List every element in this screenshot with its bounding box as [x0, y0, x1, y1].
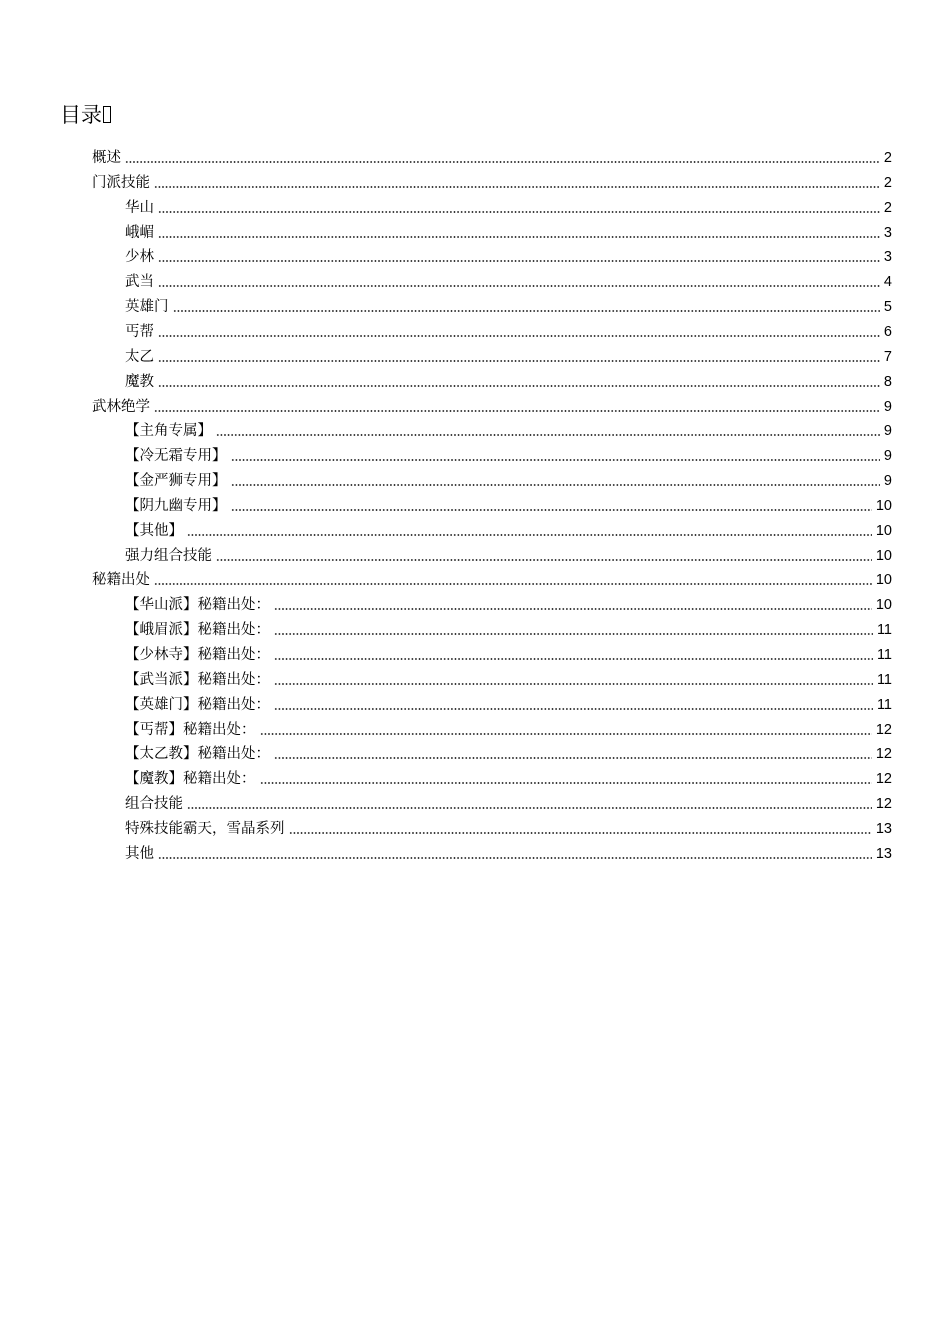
toc-entry[interactable]	[125, 295, 892, 320]
toc-entry-page-number: 11	[876, 696, 892, 713]
dot-leader	[158, 211, 880, 213]
toc-entry[interactable]	[125, 742, 892, 767]
toc-entry-page-number: 9	[883, 423, 892, 440]
toc-entry[interactable]	[92, 171, 892, 196]
toc-entry-label: 武当	[125, 274, 154, 291]
dot-leader	[125, 161, 880, 163]
toc-entry-label: 【华山派】秘籍出处：	[125, 597, 270, 614]
toc-entry-page-number: 12	[875, 746, 892, 763]
toc-entry-page-number: 10	[875, 497, 892, 514]
toc-entry[interactable]	[125, 494, 892, 519]
dot-leader	[158, 260, 880, 262]
toc-entry-page-number: 11	[876, 622, 892, 639]
toc-entry[interactable]	[125, 345, 892, 370]
toc-entry-label: 门派技能	[92, 174, 150, 191]
toc-entry[interactable]	[125, 245, 892, 270]
dot-leader	[158, 857, 872, 859]
toc-entry[interactable]	[125, 817, 892, 842]
toc-entry-page-number: 2	[883, 150, 892, 166]
toc-entry-page-number: 10	[875, 572, 892, 589]
toc-entry-label: 魔教	[125, 373, 154, 390]
toc-entry-page-number: 7	[883, 348, 892, 365]
toc-entry-label: 【少林寺】秘籍出处：	[125, 647, 270, 663]
toc-entry-page-number: 8	[883, 373, 892, 390]
toc-entry[interactable]	[125, 519, 892, 544]
toc-entry-page-number: 3	[883, 224, 892, 241]
toc-entry-page-number: 11	[876, 647, 892, 663]
toc-entry[interactable]	[125, 270, 892, 295]
toc-entry[interactable]	[125, 842, 892, 867]
dot-leader	[231, 484, 880, 486]
dot-leader	[187, 807, 872, 809]
dot-leader	[274, 757, 872, 759]
missing-glyph-box	[103, 106, 111, 123]
dot-leader	[154, 410, 880, 412]
toc-entry[interactable]	[92, 146, 892, 171]
toc-entry-page-number: 2	[883, 199, 892, 216]
dot-leader	[289, 832, 872, 834]
toc-entry-label: 武林绝学	[92, 398, 150, 415]
toc-entry-page-number: 2	[883, 174, 892, 191]
dot-leader	[216, 559, 872, 561]
toc-entry[interactable]	[125, 643, 892, 668]
toc-entry[interactable]	[125, 221, 892, 246]
toc-entry[interactable]	[125, 544, 892, 569]
toc-entry-label: 少林	[125, 249, 154, 266]
dot-leader	[158, 360, 880, 362]
dot-leader	[158, 285, 880, 287]
toc-entry-label: 【金严狮专用】	[125, 473, 227, 490]
toc-entry-page-number: 10	[875, 547, 892, 564]
toc-entry-label: 【其他】	[125, 522, 183, 539]
toc-entry-label: 【峨眉派】秘籍出处：	[125, 622, 270, 639]
toc-entry-page-number: 6	[883, 323, 892, 340]
toc-heading	[60, 100, 111, 130]
toc-entry-label: 华山	[125, 199, 154, 216]
dot-leader	[260, 782, 872, 784]
toc-entry-page-number: 4	[883, 274, 892, 291]
toc-entry-label: 【阴九幽专用】	[125, 497, 227, 514]
toc-title-text: 目录	[60, 103, 102, 127]
toc-entry-page-number: 9	[883, 448, 892, 465]
toc-entry[interactable]	[125, 444, 892, 469]
toc-entry[interactable]	[92, 395, 892, 420]
dot-leader	[158, 335, 880, 337]
dot-leader	[274, 658, 873, 660]
dot-leader	[231, 509, 872, 511]
toc-entry-label: 组合技能	[125, 796, 183, 813]
toc-entry-label: 概述	[92, 150, 121, 166]
toc-entry[interactable]	[125, 593, 892, 618]
toc-entry-page-number: 12	[875, 771, 892, 788]
toc-entry-label: 【武当派】秘籍出处：	[125, 671, 270, 688]
toc-entry-page-number: 13	[875, 845, 892, 862]
toc-entry-label: 【主角专属】	[125, 423, 212, 440]
toc-entry-label: 【冷无霜专用】	[125, 448, 227, 465]
toc-entry-page-number: 12	[875, 796, 892, 813]
toc-entry[interactable]	[125, 618, 892, 643]
toc-entry-page-number: 9	[883, 398, 892, 415]
dot-leader	[274, 608, 872, 610]
toc-entry-label: 【魔教】秘籍出处：	[125, 771, 256, 788]
dot-leader	[158, 236, 880, 238]
toc-entry[interactable]	[92, 568, 892, 593]
toc-entry[interactable]	[125, 419, 892, 444]
toc-entry-page-number: 10	[875, 522, 892, 539]
dot-leader	[154, 583, 872, 585]
toc-entry-label: 强力组合技能	[125, 547, 212, 564]
toc-entry-label: 特殊技能霸天，雪晶系列	[125, 820, 285, 837]
toc-entry-label: 太乙	[125, 348, 154, 365]
toc-entry-label: 【丐帮】秘籍出处：	[125, 721, 256, 738]
dot-leader	[274, 683, 873, 685]
toc-entry-page-number: 3	[883, 249, 892, 266]
dot-leader	[274, 633, 873, 635]
toc-entry[interactable]	[125, 693, 892, 718]
dot-leader	[158, 385, 880, 387]
toc-entry[interactable]	[125, 767, 892, 792]
toc-entry-label: 秘籍出处	[92, 572, 150, 589]
toc-entry[interactable]	[125, 370, 892, 395]
toc-entry-label: 丐帮	[125, 323, 154, 340]
toc-entry-label: 峨嵋	[125, 224, 154, 241]
toc-entry[interactable]	[125, 320, 892, 345]
dot-leader	[216, 434, 880, 436]
dot-leader	[154, 186, 880, 188]
dot-leader	[187, 534, 872, 536]
dot-leader	[231, 459, 880, 461]
toc-entry-page-number: 11	[876, 671, 892, 688]
toc-entry[interactable]	[125, 196, 892, 221]
toc-entry-page-number: 13	[875, 820, 892, 837]
toc-entry[interactable]	[125, 668, 892, 693]
toc-entry-label: 【英雄门】秘籍出处：	[125, 696, 270, 713]
toc-entry[interactable]	[125, 469, 892, 494]
dot-leader	[274, 708, 873, 710]
toc-entry[interactable]	[125, 792, 892, 817]
toc-entry-page-number: 10	[875, 597, 892, 614]
dot-leader	[173, 310, 880, 312]
toc-entry[interactable]	[125, 718, 892, 743]
toc-entry-page-number: 9	[883, 473, 892, 490]
dot-leader	[260, 733, 872, 735]
toc-entry-label: 其他	[125, 845, 154, 862]
toc-entry-page-number: 12	[875, 721, 892, 738]
toc-entry-page-number: 5	[883, 299, 892, 316]
toc-entry-label: 【太乙教】秘籍出处：	[125, 746, 270, 763]
toc-entry-label: 英雄门	[125, 299, 169, 316]
